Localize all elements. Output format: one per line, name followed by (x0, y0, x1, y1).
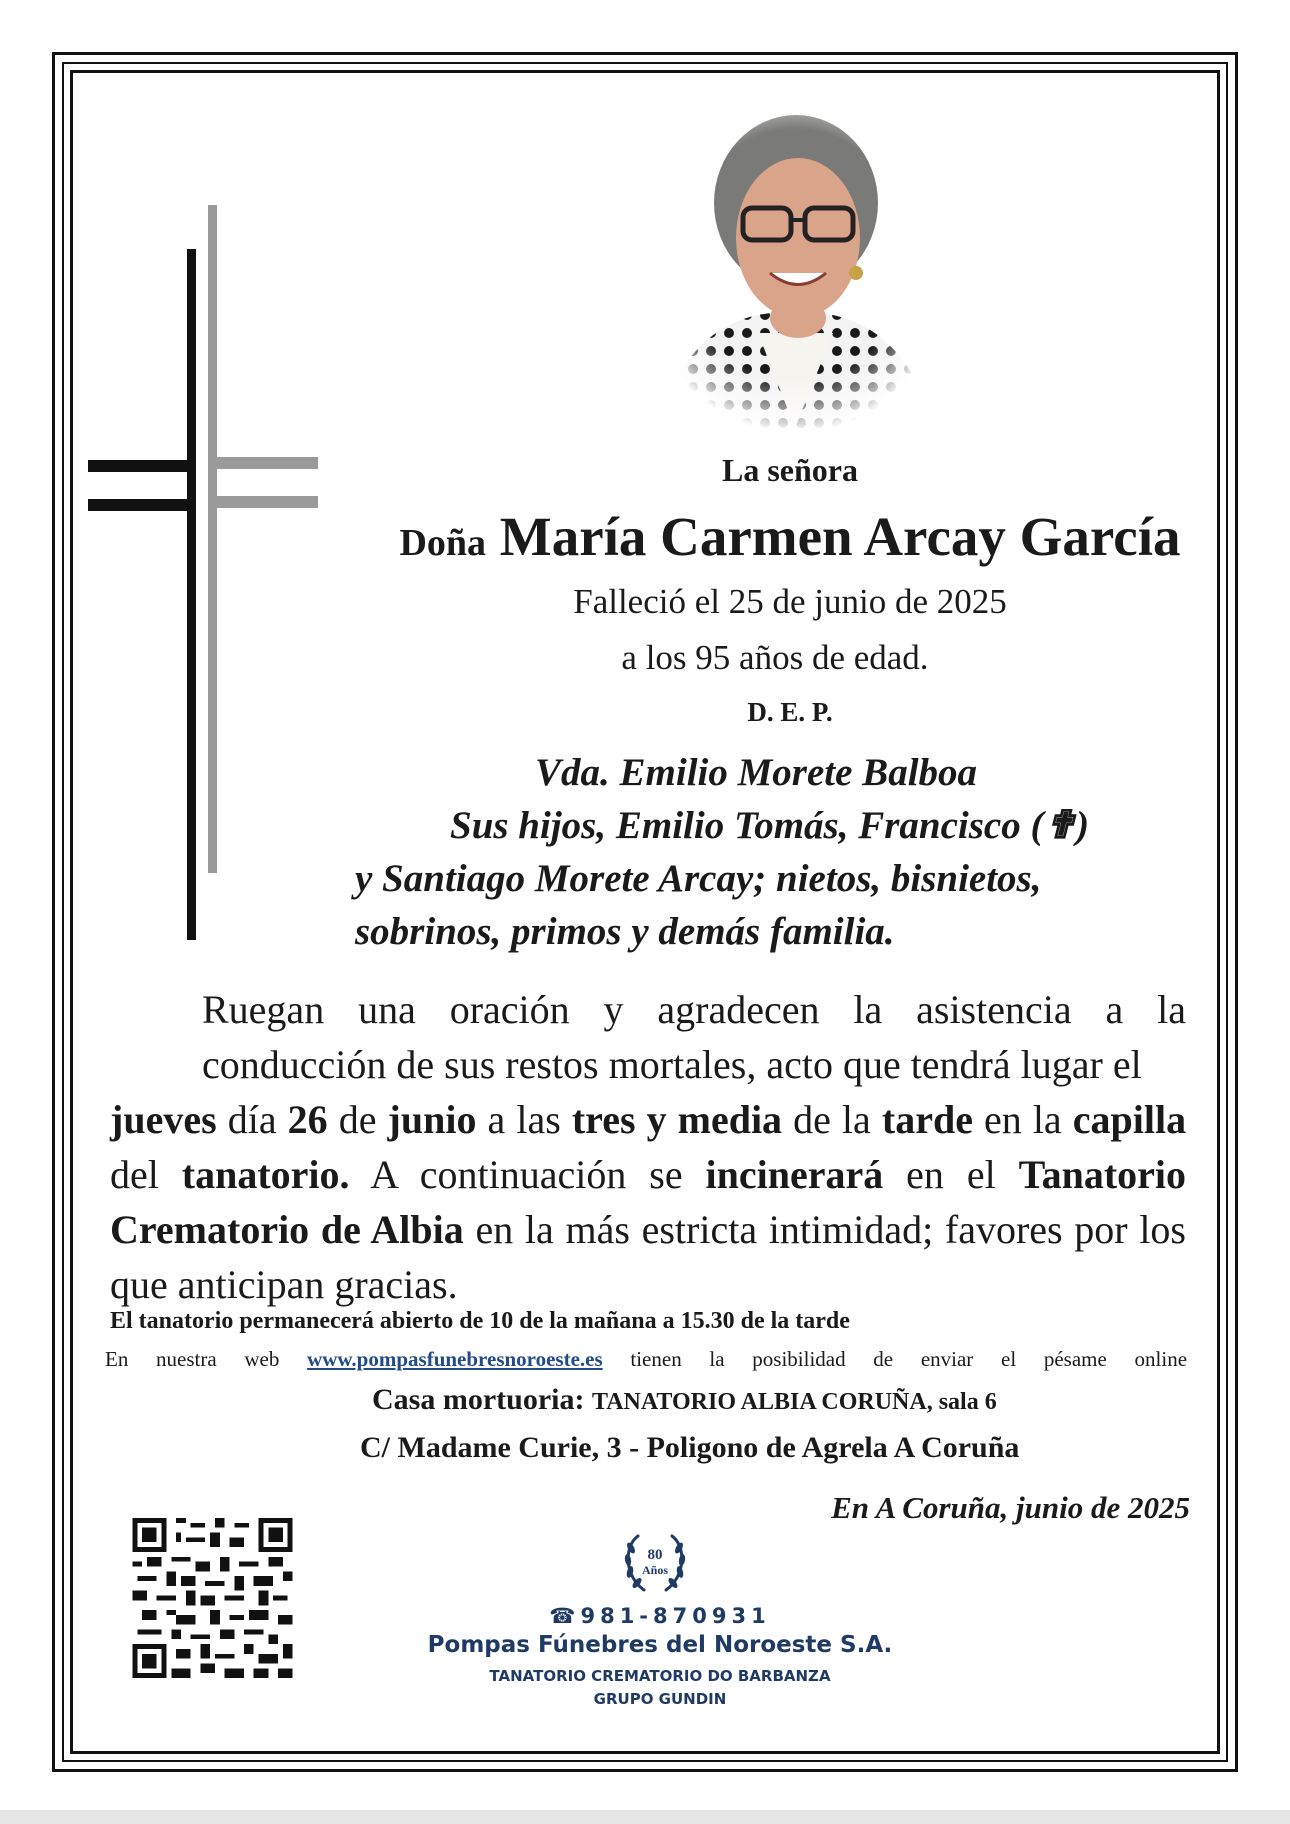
casa-value: TANATORIO ALBIA CORUÑA, sala 6 (591, 1389, 997, 1415)
company-crematorium: TANATORIO CREMATORIO DO BARBANZA (489, 1667, 831, 1685)
age-at-death: a los 95 años de edad. (621, 638, 929, 677)
badge-text: Años (641, 1563, 669, 1577)
funeral-home: tanatorio. (181, 1152, 350, 1197)
family-line-relatives: sobrinos, primos y demás familia. (355, 910, 895, 953)
qr-code[interactable] (130, 1518, 295, 1678)
text-del: del (110, 1152, 159, 1197)
day-number: 26 (287, 1097, 328, 1142)
ceremony-time: tres y media (571, 1097, 783, 1142)
funeral-house (372, 1383, 997, 1417)
cremation: incinerará (705, 1152, 884, 1197)
day-name: jueves (110, 1097, 217, 1142)
place-date: En A Coruña, junio de 2025 (831, 1490, 1190, 1525)
address: C/ Madame Curie, 3 - Poligono de Agrela A Coruña (360, 1431, 1020, 1464)
badge-number: 80 (647, 1547, 663, 1563)
page-edge (0, 1810, 1290, 1824)
text-en-la: en la (984, 1097, 1062, 1142)
time-of-day: tarde (881, 1097, 973, 1142)
family-line-grandchildren: y Santiago Morete Arcay; nietos, bisnietos, (355, 857, 1042, 900)
deceased-name-line (340, 505, 1240, 568)
phone-number: 981-870931 (580, 1604, 771, 1628)
web-condolences (105, 1347, 1187, 1372)
title-prefix: Doña (399, 522, 487, 564)
phone-icon: ☎ (549, 1604, 581, 1628)
ceremony-paragraph (110, 982, 1186, 1312)
text-en-el: en el (906, 1152, 996, 1197)
company-name: Pompas Fúnebres del Noroeste S.A. (427, 1632, 893, 1658)
ceremony-intro: Ruegan una oración y agradecen la asistencia a la conducción de sus restos mortales, acto que tendrá lugar el (202, 987, 1186, 1087)
text-a-las: a las (487, 1097, 561, 1142)
website-link[interactable]: www.pompasfunebresnoroeste.es (307, 1347, 603, 1371)
salutation: La señora (722, 452, 858, 488)
text-dia: día (227, 1097, 277, 1142)
widow-line: Vda. Emilio Morete Balboa (535, 751, 978, 794)
death-date: Falleció el 25 de junio de 2025 (573, 582, 1007, 621)
chapel: capilla (1072, 1097, 1187, 1142)
portrait-photo (648, 108, 943, 433)
anniversary-laurel-icon (614, 1528, 696, 1596)
phone-number-line[interactable] (540, 1604, 780, 1628)
text-continuacion: A continuación se (370, 1152, 683, 1197)
cross-icon (88, 205, 318, 940)
crematorium-name: Tanatorio Crematorio de Albia (110, 1152, 1187, 1252)
text-de-la: de la (793, 1097, 871, 1142)
deceased-name: María Carmen Arcay García (499, 506, 1181, 567)
text-de: de (338, 1097, 377, 1142)
rest-in-peace: D. E. P. (747, 697, 833, 727)
web-prefix: En nuestra web (105, 1347, 280, 1371)
month: junio (387, 1097, 477, 1142)
company-group: GRUPO GUNDIN (593, 1690, 727, 1708)
casa-label: Casa mortuoria: (372, 1383, 585, 1416)
web-suffix: tienen la posibilidad de enviar el pésame online (630, 1347, 1188, 1371)
opening-hours: El tanatorio permanecerá abierto de 10 de la mañana a 15.30 de la tarde (110, 1308, 850, 1334)
text-ending: en la más estricta intimidad; favores por los que anticipan gracias. (110, 1207, 1186, 1307)
family-line-children: Sus hijos, Emilio Tomás, Francisco (✟) (450, 804, 1090, 847)
